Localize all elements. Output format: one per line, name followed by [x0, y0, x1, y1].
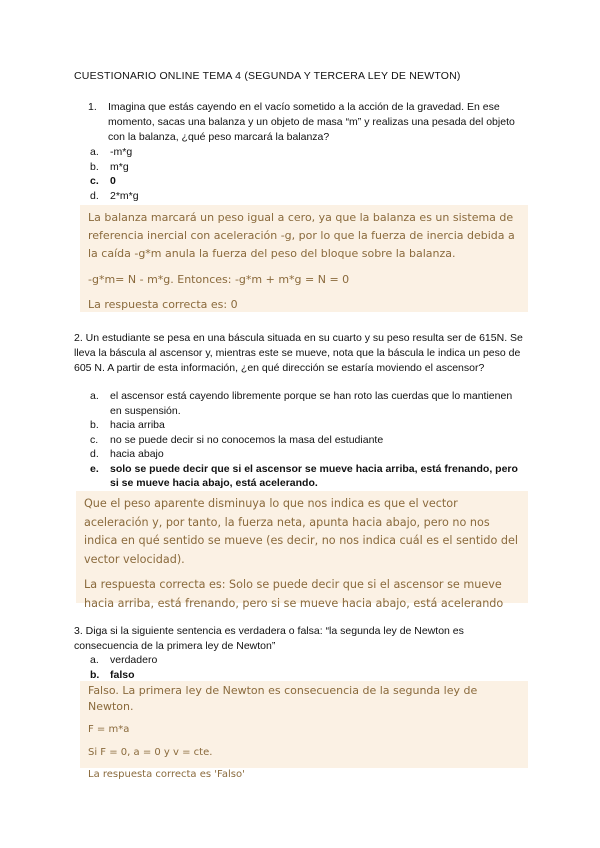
- feedback-correct-answer: La respuesta correcta es 'Falso': [88, 769, 245, 780]
- question-3-options: [90, 653, 520, 682]
- question-1-text: Imagina que estás cayendo en el vacío sometido a la acción de la gravedad. En ese momento, sacas una balanza y un objeto de masa “m” y realizas una pesada del objeto con la balanza, ¿qué peso marcará la balanza?: [108, 101, 515, 143]
- option-1b: [90, 160, 520, 175]
- option-1c-correct: [90, 174, 520, 189]
- question-1-options: [90, 145, 520, 203]
- option-label: c.: [90, 175, 99, 187]
- question-2-text: 2. Un estudiante se pesa en una báscula situada en su cuarto y su peso resulta ser de 615N. Se lleva la báscula al ascensor y, mientras este se mueve, nota que la báscula le indica un peso de 605 N. A partir de esta información, ¿en qué dirección se estaría moviendo el ascensor?: [74, 332, 523, 374]
- feedback-correct-answer: La respuesta correcta es: Solo se puede decir que si el ascensor se mueve hacia arriba, está frenando, pero si se mueve hacia abajo, está acelerando: [84, 578, 504, 610]
- option-label: a.: [90, 146, 99, 158]
- option-text: 2*m*g: [110, 189, 139, 202]
- question-2-options: [90, 389, 520, 491]
- option-text: hacia arriba: [110, 419, 165, 431]
- option-label: a.: [90, 390, 99, 402]
- option-2d: [90, 447, 520, 462]
- option-label: e.: [90, 462, 99, 475]
- option-text: solo se puede decir que si el ascensor se mueve hacia arriba, está frenando, pero si se mueve hacia abajo, está acelerando.: [110, 462, 518, 489]
- option-3b-correct: [90, 668, 520, 683]
- option-1d: [90, 189, 520, 204]
- feedback-explanation: Que el peso aparente disminuya lo que nos indica es que el vector aceleración y, por tanto, la fuerza neta, apunta hacia abajo, pero no nos indica en qué sentido se mueve (es decir, no nos indica cuál es el sentido del vector velocidad).: [84, 497, 518, 566]
- option-1a: [90, 145, 520, 160]
- answer-feedback-3: [80, 681, 528, 780]
- option-label: d.: [90, 189, 99, 202]
- page-title: CUESTIONARIO ONLINE TEMA 4 (SEGUNDA Y TERCERA LEY DE NEWTON): [74, 70, 461, 82]
- feedback-condition: Si F = 0, a = 0 y v = cte.: [88, 747, 213, 758]
- option-label: b.: [90, 419, 99, 431]
- feedback-explanation: La balanza marcará un peso igual a cero, ya que la balanza es un sistema de referencia inercial con aceleración -g, por lo que la fuerza de inercia debida a la caída -g*m anula la fuerza del peso del bloque sobre la balanza.: [88, 211, 515, 260]
- feedback-correct-answer: La respuesta correcta es: 0: [88, 298, 238, 311]
- option-2b: [90, 418, 520, 433]
- option-label: a.: [90, 654, 99, 666]
- option-text: falso: [110, 668, 135, 681]
- question-3-text: 3. Diga si la siguiente sentencia es verdadera o falsa: “la segunda ley de Newton es consecuencia de la primera ley de Newton”: [74, 625, 464, 652]
- option-text: el ascensor está cayendo libremente porque se han roto las cuerdas que lo mantienen en suspensión.: [110, 390, 513, 417]
- option-2a: [90, 389, 520, 418]
- option-text: m*g: [110, 160, 129, 173]
- option-label: b.: [90, 160, 99, 173]
- option-2e-correct: [90, 462, 520, 491]
- option-text: hacia abajo: [110, 448, 164, 460]
- option-2c: [90, 433, 520, 448]
- option-text: verdadero: [110, 654, 158, 666]
- option-label: b.: [90, 668, 100, 681]
- option-text: no se puede decir si no conocemos la masa del estudiante: [110, 433, 384, 446]
- answer-feedback-1: [80, 205, 528, 312]
- feedback-explanation: Falso. La primera ley de Newton es consecuencia de la segunda ley de Newton.: [88, 684, 478, 713]
- feedback-equation: F = m*a: [88, 724, 130, 735]
- option-text: -m*g: [110, 146, 133, 158]
- option-label: c.: [90, 433, 99, 446]
- option-label: d.: [90, 448, 99, 460]
- answer-feedback-2: [76, 491, 528, 610]
- option-3a: [90, 653, 520, 668]
- feedback-equation: -g*m= N - m*g. Entonces: -g*m + m*g = N = 0: [88, 273, 350, 286]
- question-1: [88, 100, 528, 145]
- option-text: 0: [110, 175, 116, 187]
- question-1-number: 1.: [88, 101, 97, 113]
